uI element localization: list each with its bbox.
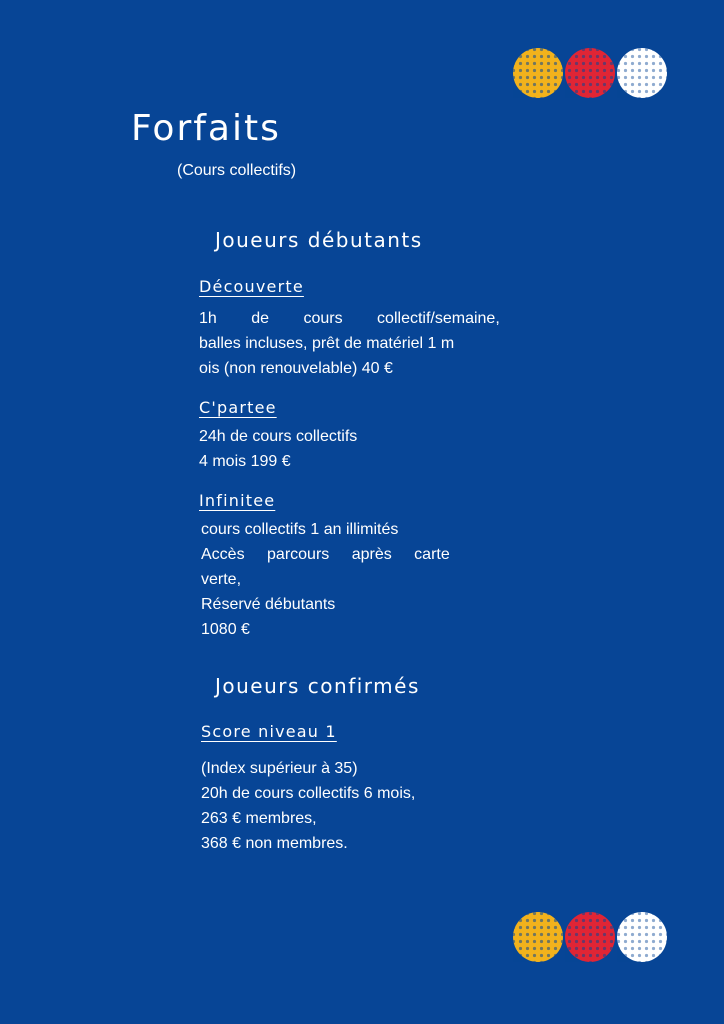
plan-desc-cpartee [199,424,357,474]
golf-ball-yellow-icon [513,48,563,98]
plan-desc-line: 263 € membres, [201,810,317,827]
plan-desc-line: 24h de cours collectifs [199,428,358,445]
golf-ball-yellow-icon [513,912,563,962]
golf-ball-red-icon [565,912,615,962]
plan-desc-line: Réservé débutants [201,596,336,613]
plan-desc-line: (Index supérieur à 35) [201,760,358,777]
plan-desc-line: 368 € non membres. [201,835,348,852]
page-title: Forfaits [131,108,281,149]
golf-ball-white-icon [617,912,667,962]
plan-desc-line: cours collectifs 1 an illimités [201,521,399,538]
section-heading-debutants: Joueurs débutants [215,228,423,252]
section-heading-confirmes: Joueurs confirmés [215,674,420,698]
plan-desc-score-niveau-1 [201,756,415,856]
plan-desc-line: 20h de cours collectifs 6 mois, [201,785,416,802]
golf-balls-decoration-top [510,46,670,100]
plan-name-cpartee: C'partee [199,398,277,417]
plan-desc-line: verte, [201,571,242,588]
plan-name-decouverte: Découverte [199,277,304,296]
plan-desc-line: ois (non renouvelable) 40 € [199,360,393,377]
plan-desc-line: balles incluses, prêt de matériel 1 m [199,335,455,352]
golf-ball-red-icon [565,48,615,98]
golf-ball-white-icon [617,48,667,98]
page-subtitle: (Cours collectifs) [177,162,297,179]
plan-name-score-niveau-1: Score niveau 1 [201,722,337,741]
plan-desc-line: 4 mois 199 € [199,453,291,470]
plan-desc-infinitee [201,517,457,642]
plan-desc-line: Accès parcours après carte [201,546,450,563]
golf-balls-decoration-bottom [510,910,670,964]
plan-desc-line: 1080 € [201,621,250,638]
plan-desc-line: 1h de cours collectif/semaine, [199,310,500,327]
plan-name-infinitee: Infinitee [199,491,276,510]
plan-desc-decouverte [199,306,500,381]
